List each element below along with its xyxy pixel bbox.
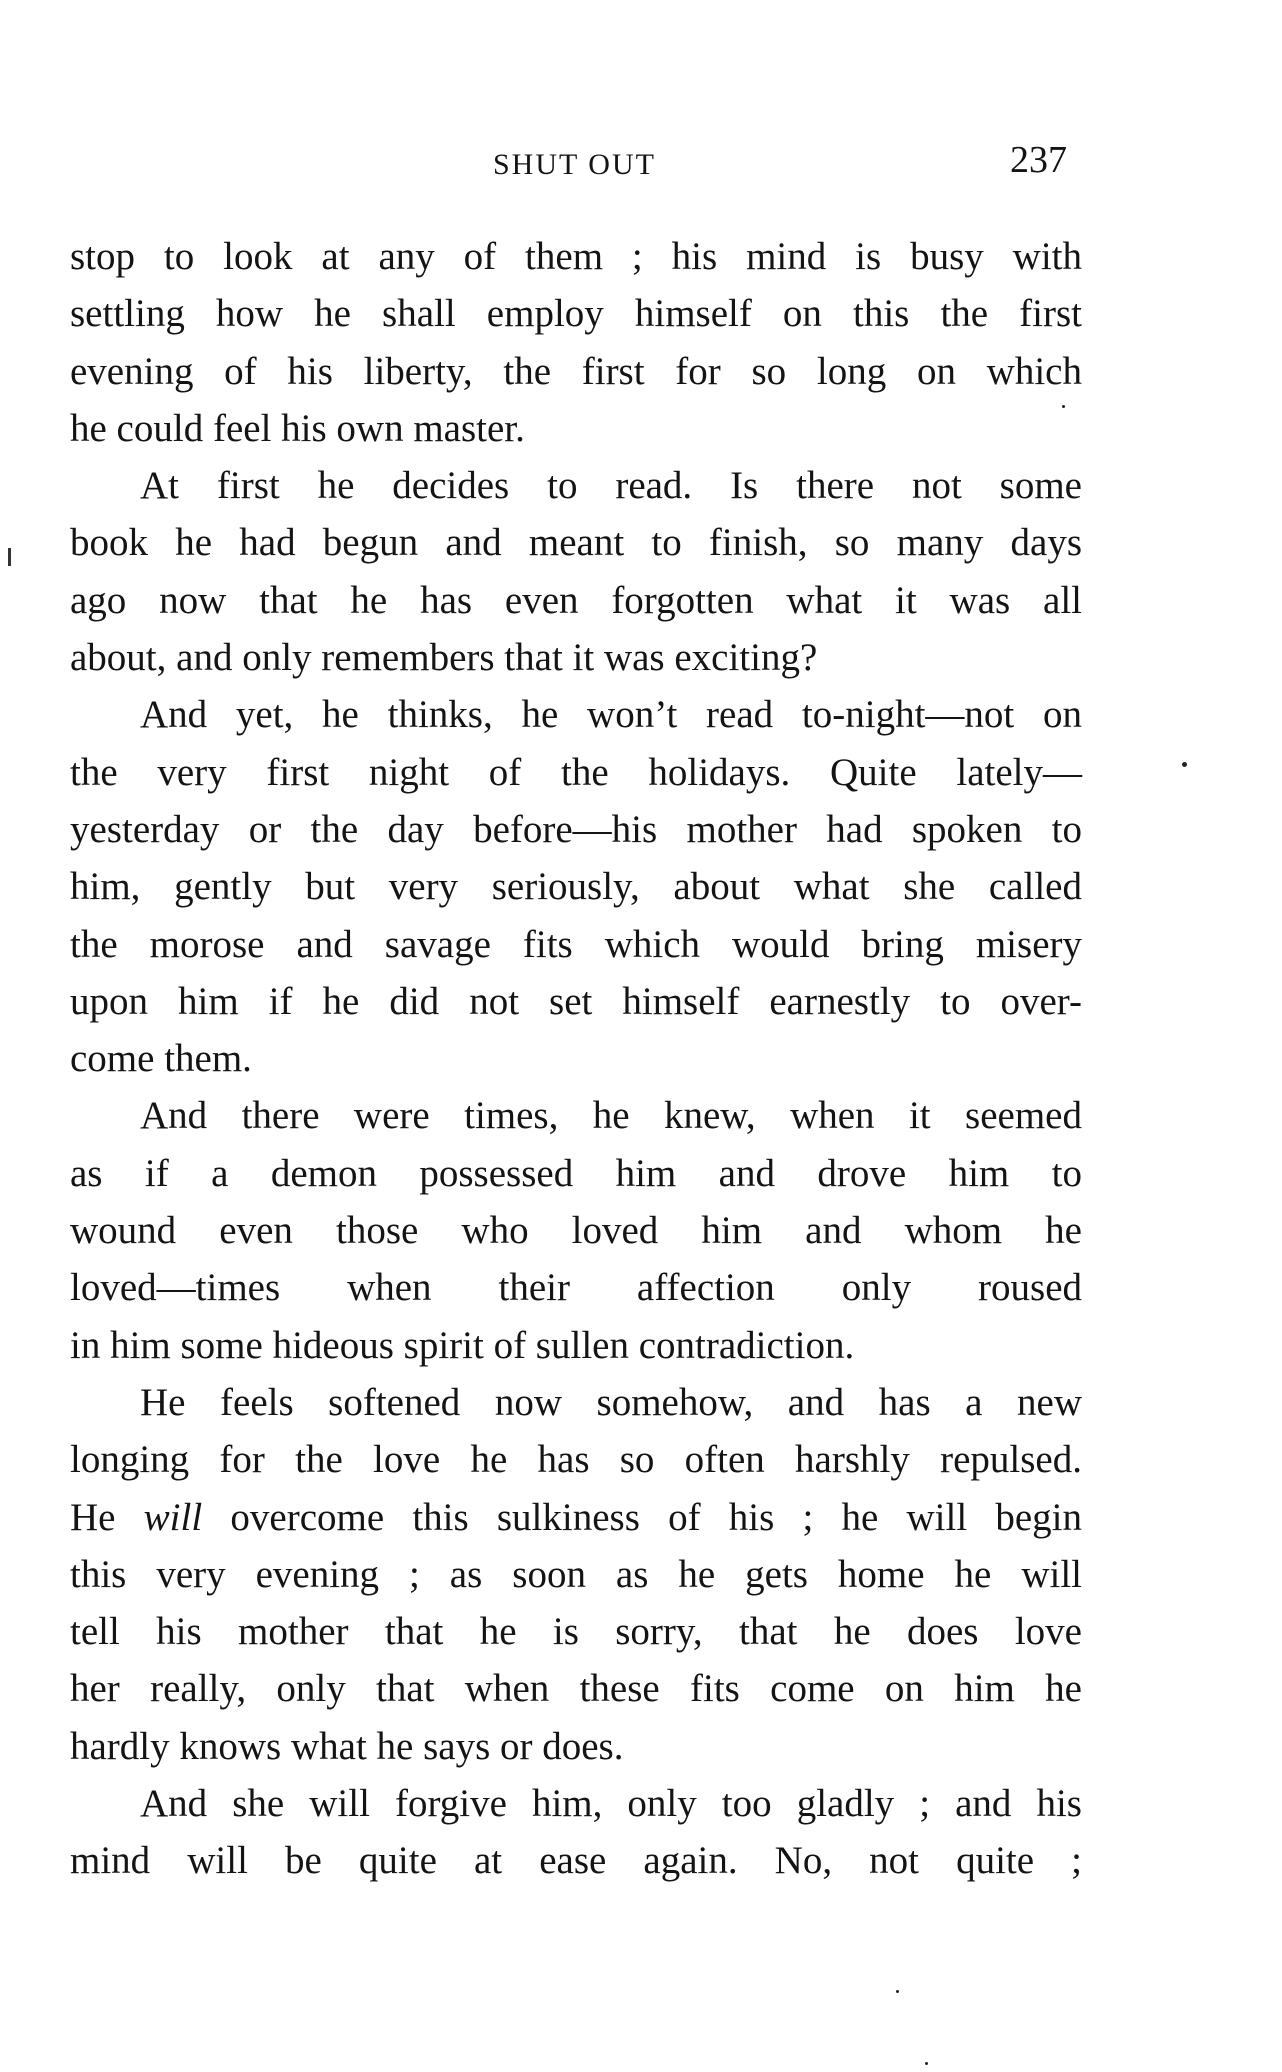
text-line: this very evening ; as soon as he gets home he will xyxy=(70,1552,1082,1596)
text-line: the very first night of the holidays. Quite lately— xyxy=(70,750,1082,794)
text-line: upon him if he did not set himself earnestly to over- xyxy=(70,979,1082,1023)
text-line: tell his mother that he is sorry, that he does love xyxy=(70,1610,1082,1654)
text-line: mind will be quite at ease again. No, not quite ; xyxy=(70,1839,1082,1883)
text-line: hardly knows what he says or does. xyxy=(70,1724,624,1768)
text-line: in him some hideous spirit of sullen contradiction. xyxy=(70,1323,855,1367)
scan-mark xyxy=(8,548,11,566)
text-line: settling how he shall employ himself on this the first xyxy=(70,292,1082,336)
text-line: the morose and savage fits which would bring misery xyxy=(70,922,1082,966)
text-line: wound even those who loved him and whom he xyxy=(70,1209,1082,1253)
text-line: as if a demon possessed him and drove him to xyxy=(70,1151,1082,1195)
text-line: him, gently but very seriously, about what she called xyxy=(70,865,1082,909)
scan-speck xyxy=(1182,762,1187,767)
scan-speck xyxy=(1062,405,1065,408)
emphasized-word: will xyxy=(143,1495,203,1539)
text-line: And there were times, he knew, when it seemed xyxy=(140,1094,1082,1138)
body-text xyxy=(70,228,1082,1890)
text-line: And yet, he thinks, he won’t read to-night—not on xyxy=(140,693,1082,737)
text-line: And she will forgive him, only too gladly ; and his xyxy=(140,1782,1082,1826)
page-number: 237 xyxy=(1010,139,1067,181)
text-line: He feels softened now somehow, and has a new xyxy=(140,1380,1082,1424)
text-segment: overcome this sulkiness of his ; he will begin xyxy=(202,1495,1082,1539)
text-line: come them. xyxy=(70,1037,252,1081)
text-line: evening of his liberty, the first for so long on which xyxy=(70,349,1082,393)
text-line: loved—times when their affection only roused xyxy=(70,1266,1082,1310)
text-line-emphasis xyxy=(70,1489,1082,1546)
text-line: about, and only remembers that it was exciting? xyxy=(70,636,818,680)
text-line: ago now that he has even forgotten what it was all xyxy=(70,578,1082,622)
scan-speck xyxy=(896,1990,899,1993)
scan-speck xyxy=(925,2062,928,2065)
running-title: SHUT OUT xyxy=(493,148,656,181)
text-line: her really, only that when these fits come on him he xyxy=(70,1667,1082,1711)
text-line: longing for the love he has so often harshly repulsed. xyxy=(70,1438,1082,1482)
text-line: stop to look at any of them ; his mind is busy with xyxy=(70,235,1082,278)
text-line: yesterday or the day before—his mother had spoken to xyxy=(70,807,1082,851)
text-line: At first he decides to read. Is there not some xyxy=(140,464,1082,508)
running-header xyxy=(0,138,1282,190)
text-line: book he had begun and meant to finish, so many days xyxy=(70,521,1082,565)
text-line: he could feel his own master. xyxy=(70,406,525,450)
text-segment: He xyxy=(70,1495,144,1539)
